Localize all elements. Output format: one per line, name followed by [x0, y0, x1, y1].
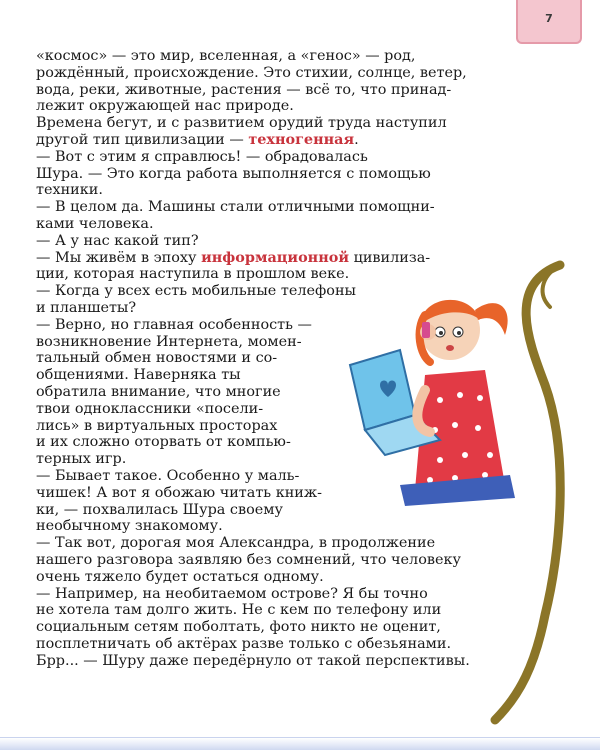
text-line: обратила внимание, что многие [36, 383, 281, 400]
page-number: 7 [545, 12, 553, 25]
text-line: нашего разговора заявляю без сомнений, что человеку [36, 551, 461, 568]
text-line: и планшеты? [36, 299, 137, 316]
text-line: очень тяжело будет остаться одному. [36, 568, 324, 585]
text-line: — А у нас какой тип? [36, 232, 199, 249]
text-line: ции, которая наступила в прошлом веке. [36, 266, 350, 283]
text-line: — Когда у всех есть мобильные телефоны [36, 283, 357, 300]
text-line: социальным сетям поболтать, фото никто не оценит, [36, 619, 441, 636]
text-segment: другой тип цивилизации — [36, 131, 249, 148]
text-line: чишек! А вот я обожаю читать книж- [36, 484, 322, 501]
text-line: Шура. — Это когда работа выполняется с помощью [36, 165, 431, 182]
text-line: общениями. Наверняка ты [36, 367, 241, 384]
text-line: посплетничать об актёрах разве только с обезьянами. [36, 635, 452, 652]
text-line: — Верно, но главная особенность — [36, 316, 312, 333]
text-segment: . [354, 131, 359, 148]
text-line: — Например, на необитаемом острове? Я бы точно [36, 585, 428, 602]
text-line: ки, — похвалилась Шура своему [36, 501, 283, 518]
text-line: — В целом да. Машины стали отличными помощни- [36, 199, 435, 216]
text-line: твои одноклассники «посели- [36, 400, 264, 417]
text-line: лись» в виртуальных просторах [36, 417, 278, 434]
text-line: вода, реки, животные, растения — всё то, что принад- [36, 81, 452, 98]
highlight-technogenic: техногенная [248, 130, 355, 148]
text-line: техники. [36, 182, 103, 199]
text-line: — Так вот, дорогая моя Александра, в продолжение [36, 535, 436, 552]
text-line [36, 132, 536, 149]
text-line: лежит окружающей нас природе. [36, 98, 294, 115]
text-line: и их сложно оторвать от компью- [36, 434, 291, 451]
page-bottom-border [0, 737, 600, 750]
text-line: рождённый, происхождение. Это стихии, солнце, ветер, [36, 64, 467, 81]
text-line: «космос» — это мир, вселенная, а «генос» — род, [36, 48, 416, 64]
text-line: — Бывает такое. Особенно у маль- [36, 467, 300, 484]
body-text [36, 48, 536, 669]
text-line [36, 250, 536, 267]
text-line: тальный обмен новостями и со- [36, 350, 278, 367]
text-line: Брр... — Шуру даже передёрнуло от такой перспективы. [36, 652, 470, 669]
highlight-informational: информационной [201, 248, 350, 266]
text-line: не хотела там долго жить. Не с кем по телефону или [36, 602, 442, 619]
text-line: терных игр. [36, 451, 127, 468]
text-line: возникновение Интернета, момен- [36, 333, 302, 350]
text-segment: цивилиза- [349, 249, 431, 266]
text-line: Времена бегут, и с развитием орудий труда наступил [36, 115, 447, 132]
text-line: необычному знакомому. [36, 518, 223, 535]
text-line: ками человека. [36, 215, 154, 232]
text-segment: — Мы живём в эпоху [36, 249, 202, 266]
text-line: — Вот с этим я справлюсь! — обрадовалась [36, 148, 368, 165]
page-number-tab [516, 0, 582, 44]
